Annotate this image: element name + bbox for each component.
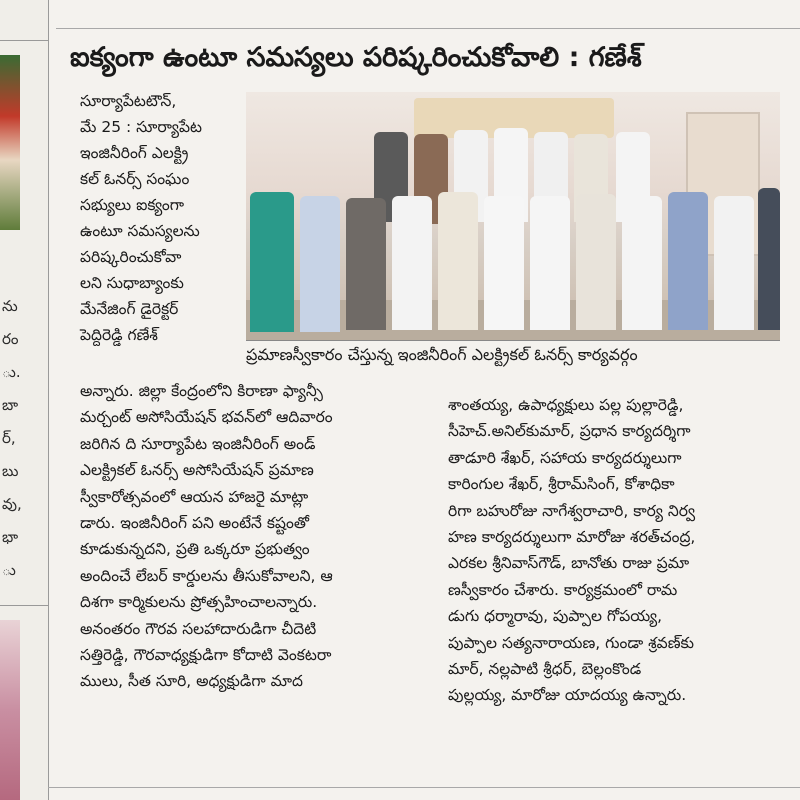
- body-line: హణ కార్యదర్శులుగా మారోజు శరత్‌చంద్ర,: [448, 528, 696, 547]
- photo-person: [392, 196, 432, 330]
- lead-line: సభ్యులు ఐక్యంగా: [80, 196, 185, 214]
- body-line: తాడూరి శేఖర్, సహాయ కార్యదర్శులుగా: [448, 448, 682, 467]
- photo-caption: ప్రమాణస్వీకారం చేస్తున్న ఇంజినీరింగ్ ఎలక్ట్రికల్ ఓనర్స్ కార్యవర్గం: [246, 340, 780, 369]
- adjacent-article-strip: [0, 0, 49, 800]
- photo-person: [250, 192, 294, 332]
- body-line: సత్తిరెడ్డి, గౌరవాధ్యక్షుడిగా కోదాటి వెంకటరా: [80, 646, 332, 665]
- body-line: పుల్లయ్య, మారోజు యాదయ్య ఉన్నారు.: [448, 686, 687, 705]
- adjacent-photo-bottom: [0, 620, 20, 800]
- body-line: ణస్వీకారం చేశారు. కార్యక్రమంలో రామ: [448, 580, 678, 599]
- body-line: అందించే లేబర్ కార్డులను తీసుకోవాలని, ఆ: [80, 566, 333, 585]
- lead-line: పరిష్కరించుకోవా: [80, 248, 182, 266]
- photo-person: [530, 196, 570, 330]
- photo-person: [484, 196, 524, 330]
- page-bottom-rule: [48, 787, 800, 788]
- lead-line: మే 25 : సూర్యాపేట: [80, 118, 202, 136]
- group-photo: [246, 92, 780, 340]
- body-line: రిగా బహురోజు నాగేశ్వరాచారి, కార్య నిర్వ: [448, 501, 696, 520]
- body-line: సీహెచ్.అనిల్‌కుమార్, ప్రధాన కార్యదర్శిగా: [448, 422, 691, 441]
- strip-top-rule: [0, 40, 48, 41]
- headline-top-rule: [56, 28, 800, 29]
- body-line: అనంతరం గౌరవ సలహాదారుడిగా చీదెటి: [80, 619, 317, 638]
- article-lead-column: [80, 88, 238, 348]
- strip-mid-rule: [0, 605, 48, 606]
- photo-person: [346, 198, 386, 330]
- lead-line: మేనేజింగ్ డైరెక్టర్: [80, 300, 179, 318]
- lead-line: ఇంజినీరింగ్ ఎలక్ట్రి: [80, 144, 189, 162]
- body-line: డారు. ఇంజినీరింగ్ పని అంటేనే కష్టంతో: [80, 514, 309, 533]
- body-line: జరిగిన ది సూర్యాపేట ఇంజినీరింగ్ అండ్: [80, 434, 316, 453]
- body-line: ఎరకల శ్రీనివాస్‌గౌడ్, బానోతు రాజు ప్రమా: [448, 554, 690, 573]
- body-line: డుగు ధర్మారావు, పుప్పాల గోపయ్య,: [448, 607, 663, 626]
- body-line: కూడుకున్నదని, ప్రతి ఒక్కరూ ప్రభుత్వం: [80, 540, 310, 559]
- lead-line: పెద్దిరెడ్డి గణేశ్: [80, 326, 158, 344]
- photo-person: [668, 192, 708, 330]
- article-body-column-1: [80, 378, 440, 695]
- photo-person: [300, 196, 340, 332]
- body-line: దిశగా కార్మికులను ప్రోత్సహించాలన్నారు.: [80, 593, 318, 612]
- adjacent-article-text: ను రం ు. బా ర్, బు వు, భా ు: [2, 297, 22, 579]
- photo-person: [622, 196, 662, 330]
- body-line: మర్చంట్ అసోసియేషన్ భవన్‌లో ఆదివారం: [80, 408, 333, 427]
- body-line: మార్, నల్లపాటి శ్రీధర్, బెల్లంకొండ: [448, 660, 642, 679]
- body-line: కారింగుల శేఖర్, శ్రీరామ్‌సింగ్, కోశాధికా: [448, 475, 675, 494]
- lead-line: సూర్యాపేటటౌన్,: [80, 92, 177, 110]
- body-line: స్వీకారోత్సవంలో ఆయన హాజరై మాట్లా: [80, 487, 309, 506]
- body-line: శాంతయ్య, ఉపాధ్యక్షులు పల్ల పుల్లారెడ్డి,: [448, 396, 684, 414]
- body-line: అన్నారు. జిల్లా కేంద్రంలోని కిరాణా ఫ్యాన్సీ: [80, 382, 323, 400]
- photo-person: [758, 188, 780, 330]
- article-body-column-2: [448, 392, 780, 709]
- photo-person: [438, 192, 478, 330]
- body-line: ములు, సీత సూరి, అధ్యక్షుడిగా మాద: [80, 672, 303, 691]
- body-line: పుప్పాల సత్యనారాయణ, గుండా శ్రవణ్‌కు: [448, 633, 694, 652]
- adjacent-photo-top: [0, 55, 20, 230]
- body-line: ఎలక్ట్రికల్ ఓనర్స్ అసోసియేషన్ ప్రమాణ: [80, 461, 314, 480]
- lead-line: లని సుధాబ్యాంకు: [80, 274, 184, 292]
- photo-person: [576, 194, 616, 330]
- lead-line: ఉంటూ సమస్యలను: [80, 222, 200, 240]
- news-article: [48, 0, 800, 800]
- photo-person: [714, 196, 754, 330]
- lead-line: కల్ ఓనర్స్ సంఘం: [80, 170, 190, 188]
- article-headline: ఐక్యంగా ఉంటూ సమస్యలు పరిష్కరించుకోవాలి : గణేశ్: [70, 42, 642, 73]
